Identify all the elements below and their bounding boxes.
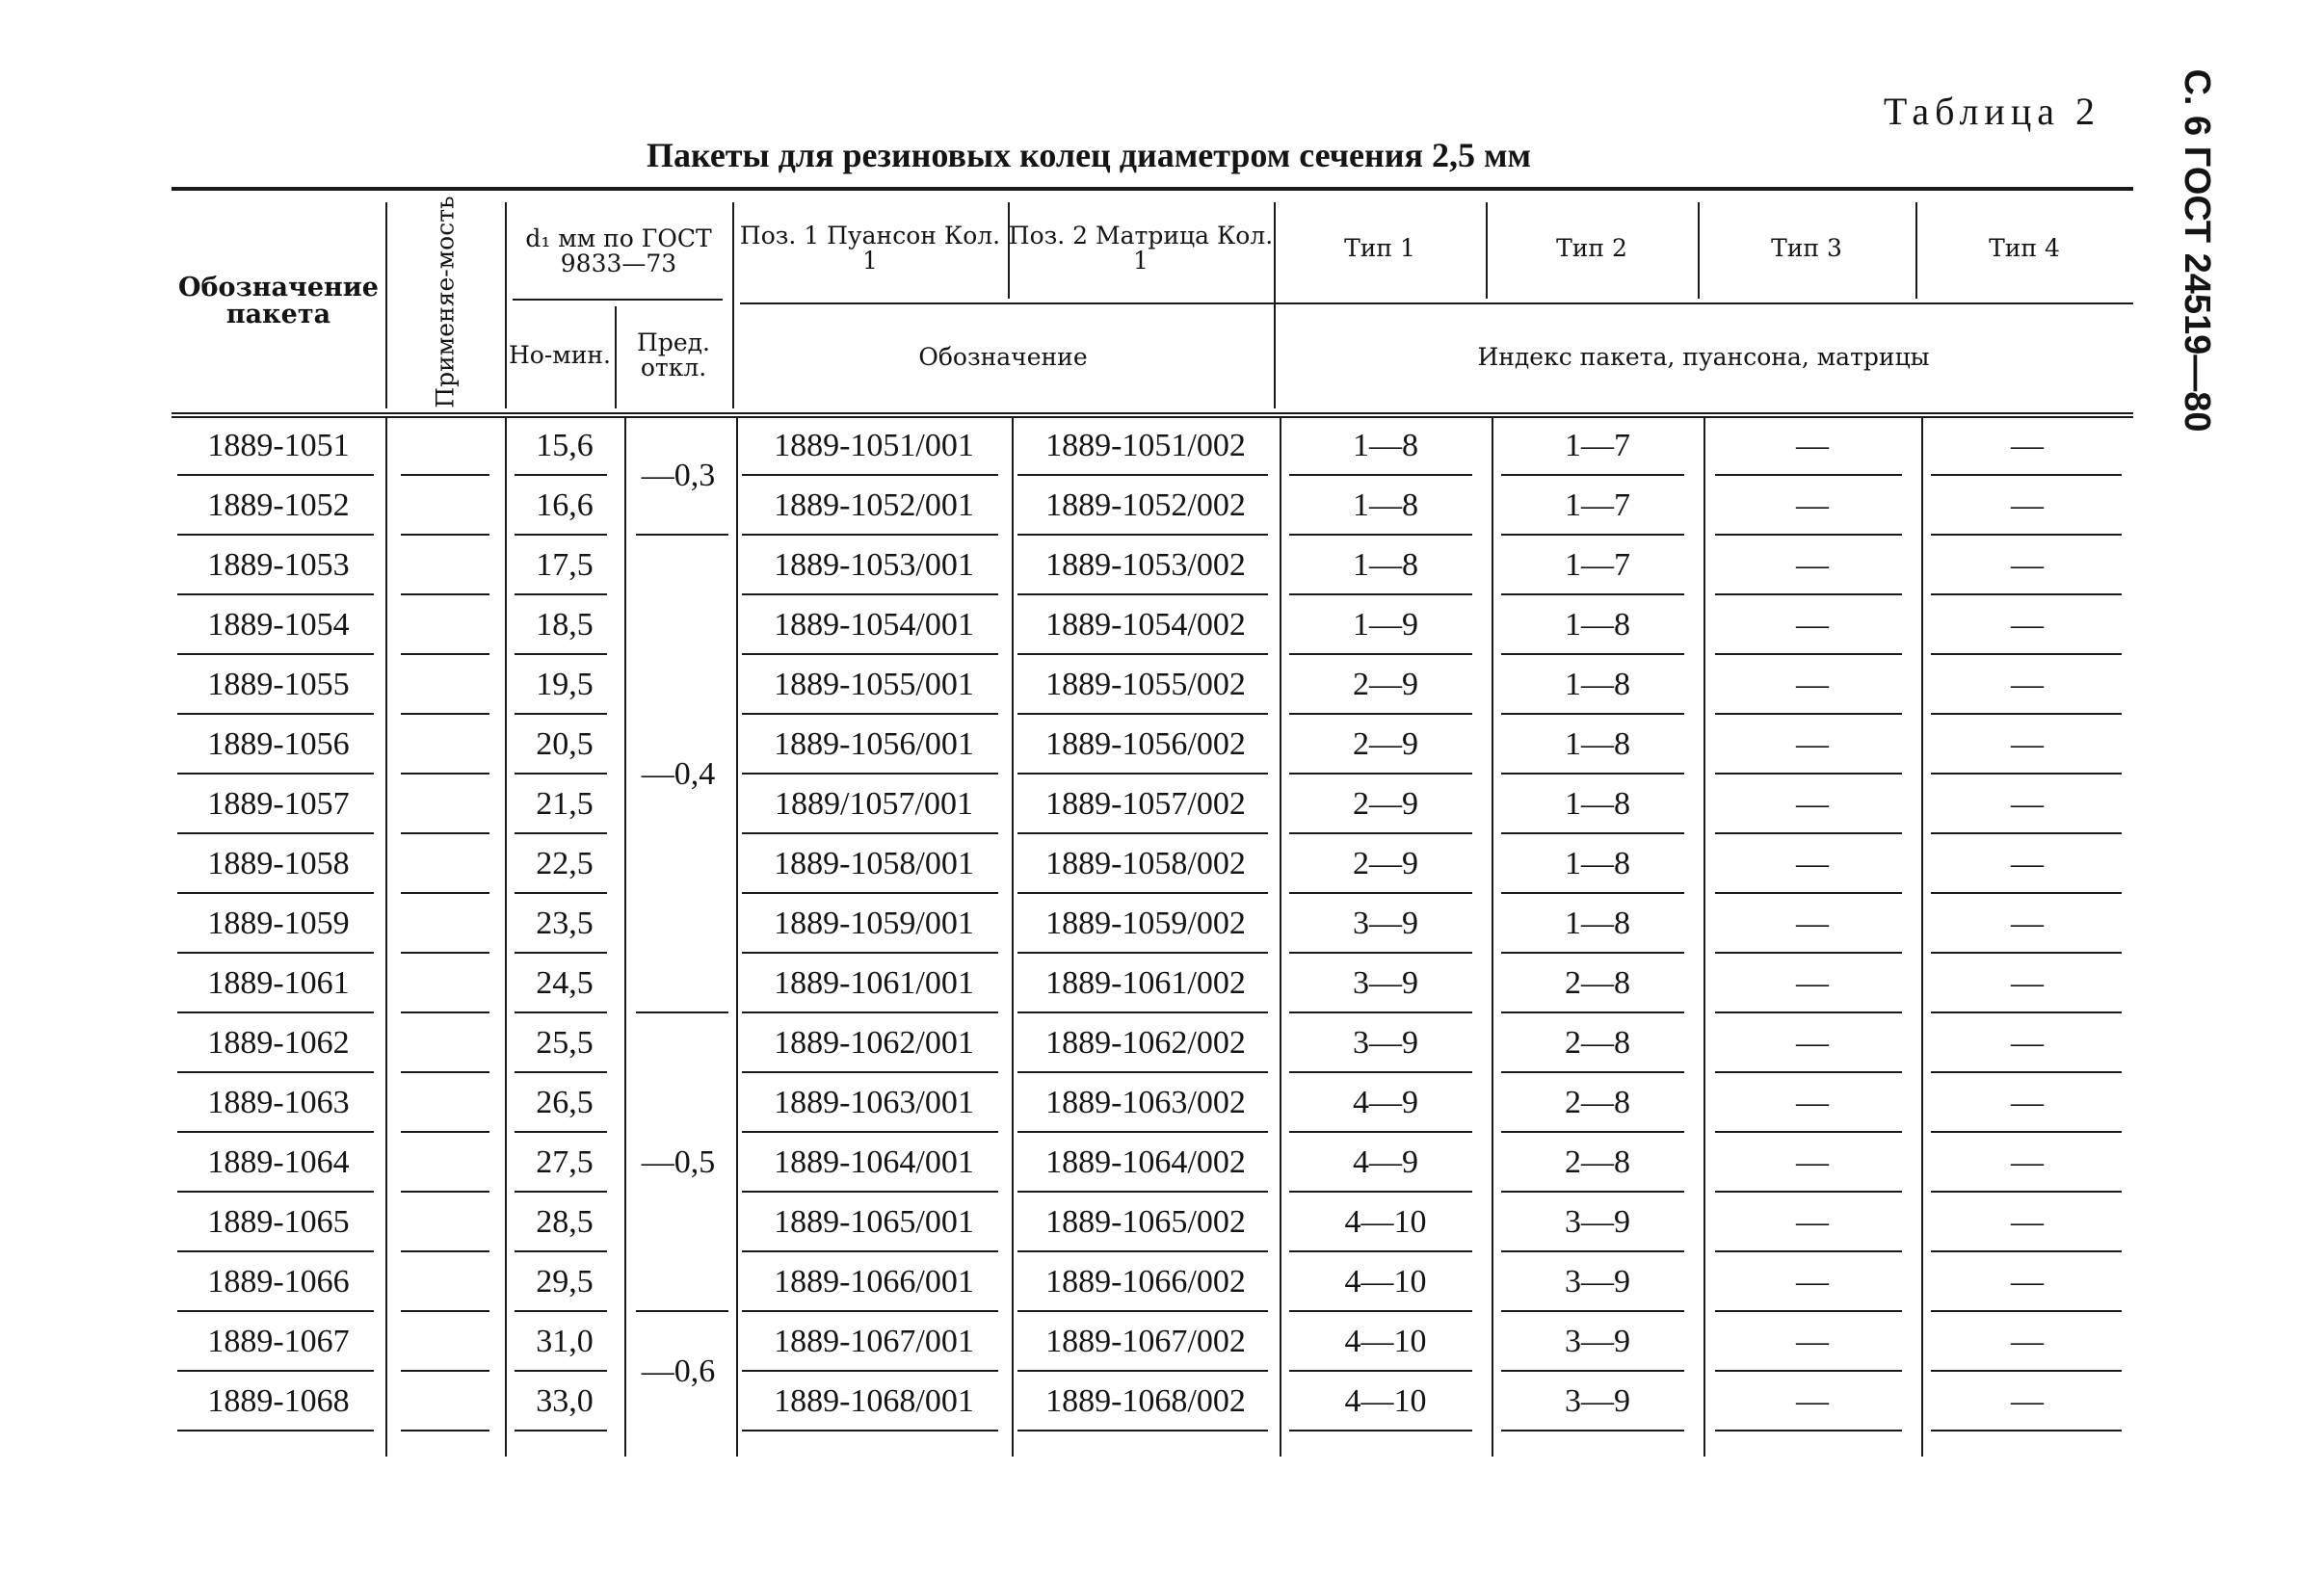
row-underline (742, 1430, 998, 1432)
cell-app (385, 954, 505, 1013)
cell-t1: 2—9 (1353, 726, 1418, 762)
cell-die: 1889-1056/002 (1045, 726, 1246, 762)
deviation-group: —0,6 (641, 1353, 716, 1389)
cell-t2: 3—9 (1565, 1204, 1630, 1240)
cell-t1: 2—9 (1353, 846, 1418, 881)
deviation-group: —0,5 (641, 1144, 716, 1180)
cell-t3: — (1796, 965, 1829, 1001)
cell-app (385, 1073, 505, 1133)
cell-app (385, 655, 505, 715)
cell-t2: 1—8 (1565, 786, 1630, 822)
cell-t3: — (1796, 428, 1829, 463)
cell-nom: 22,5 (536, 846, 594, 881)
cell-punch: 1889-1058/001 (774, 846, 974, 881)
table-row (172, 595, 2133, 655)
cell-t1: 2—9 (1353, 786, 1418, 822)
cell-t2: 3—9 (1565, 1383, 1630, 1419)
cell-app (385, 416, 505, 476)
cell-nom: 25,5 (536, 1025, 594, 1061)
cell-app (385, 1252, 505, 1312)
cell-t3: — (1796, 667, 1829, 702)
cell-nom: 31,0 (536, 1324, 594, 1359)
cell-die: 1889-1054/002 (1045, 607, 1246, 643)
cell-code: 1889-1057 (207, 786, 350, 822)
cell-t1: 1—8 (1353, 428, 1418, 463)
row-underline (401, 1430, 489, 1432)
cell-die: 1889-1053/002 (1045, 547, 1246, 583)
cell-nom: 26,5 (536, 1085, 594, 1120)
cell-die: 1889-1059/002 (1045, 906, 1246, 941)
cell-t1: 1—8 (1353, 547, 1418, 583)
cell-t2: 2—8 (1565, 965, 1630, 1001)
cell-nom: 28,5 (536, 1204, 594, 1240)
cell-t1: 4—10 (1344, 1264, 1427, 1300)
cell-die: 1889-1063/002 (1045, 1085, 1246, 1120)
cell-app (385, 834, 505, 894)
cell-app (385, 536, 505, 595)
col-index-sub: Индекс пакета, пуансона, матрицы (1477, 342, 1930, 371)
cell-nom: 24,5 (536, 965, 594, 1001)
col-type4: Тип 4 (1989, 233, 2060, 262)
cell-punch: 1889-1064/001 (774, 1144, 974, 1180)
cell-t2: 1—8 (1565, 667, 1630, 702)
cell-die: 1889-1065/002 (1045, 1204, 1246, 1240)
cell-code: 1889-1052 (207, 487, 350, 523)
cell-die: 1889-1058/002 (1045, 846, 1246, 881)
cell-punch: 1889-1055/001 (774, 667, 974, 702)
cell-t4: — (2011, 846, 2044, 881)
cell-t3: — (1796, 487, 1829, 523)
col-pos2: Поз. 2 Матрица Кол. 1 (1008, 221, 1274, 275)
cell-t3: — (1796, 1025, 1829, 1061)
cell-t2: 1—8 (1565, 846, 1630, 881)
table-row (172, 1372, 2133, 1432)
cell-t4: — (2011, 428, 2044, 463)
table-row (172, 1133, 2133, 1193)
cell-punch: 1889-1067/001 (774, 1324, 974, 1359)
cell-code: 1889-1051 (207, 428, 350, 463)
cell-t1: 3—9 (1353, 965, 1418, 1001)
cell-t4: — (2011, 607, 2044, 643)
cell-t3: — (1796, 547, 1829, 583)
cell-die: 1889-1052/002 (1045, 487, 1246, 523)
cell-punch: 1889-1051/001 (774, 428, 974, 463)
cell-t3: — (1796, 607, 1829, 643)
cell-t4: — (2011, 1204, 2044, 1240)
cell-code: 1889-1061 (207, 965, 350, 1001)
cell-nom: 16,6 (536, 487, 594, 523)
table-row (172, 954, 2133, 1013)
cell-code: 1889-1059 (207, 906, 350, 941)
cell-nom: 27,5 (536, 1144, 594, 1180)
cell-t4: — (2011, 786, 2044, 822)
col-deviation: Пред. откл. (637, 328, 710, 381)
deviation-group: —0,3 (641, 458, 716, 493)
cell-die: 1889-1066/002 (1045, 1264, 1246, 1300)
table-row (172, 476, 2133, 536)
cell-punch: 1889-1056/001 (774, 726, 974, 762)
cell-code: 1889-1063 (207, 1085, 350, 1120)
cell-t1: 4—9 (1353, 1144, 1418, 1180)
deviation-group: —0,4 (641, 756, 716, 792)
row-underline (1017, 1430, 1268, 1432)
cell-punch: 1889-1052/001 (774, 487, 974, 523)
cell-t4: — (2011, 965, 2044, 1001)
cell-app (385, 1372, 505, 1432)
cell-t4: — (2011, 1085, 2044, 1120)
row-underline (1715, 1430, 1902, 1432)
cell-t2: 2—8 (1565, 1144, 1630, 1180)
cell-punch: 1889-1061/001 (774, 965, 974, 1001)
cell-t1: 2—9 (1353, 667, 1418, 702)
cell-t2: 3—9 (1565, 1324, 1630, 1359)
cell-nom: 21,5 (536, 786, 594, 822)
cell-die: 1889-1068/002 (1045, 1383, 1246, 1419)
col-type1: Тип 1 (1344, 233, 1415, 262)
col-designation: Обозначение пакета (178, 272, 379, 329)
cell-punch: 1889-1063/001 (774, 1085, 974, 1120)
header-subline (513, 299, 723, 301)
cell-punch: 1889-1065/001 (774, 1204, 974, 1240)
cell-t4: — (2011, 487, 2044, 523)
col-type2: Тип 2 (1556, 233, 1627, 262)
cell-t2: 1—8 (1565, 607, 1630, 643)
cell-punch: 1889-1062/001 (774, 1025, 974, 1061)
cell-t1: 4—10 (1344, 1204, 1427, 1240)
cell-nom: 18,5 (536, 607, 594, 643)
cell-t1: 4—10 (1344, 1383, 1427, 1419)
cell-t1: 1—8 (1353, 487, 1418, 523)
cell-t2: 1—8 (1565, 906, 1630, 941)
cell-t3: — (1796, 1383, 1829, 1419)
cell-t3: — (1796, 726, 1829, 762)
header-subline (740, 302, 2133, 304)
cell-die: 1889-1061/002 (1045, 965, 1246, 1001)
row-underline (515, 1430, 607, 1432)
cell-t4: — (2011, 1383, 2044, 1419)
cell-t1: 1—9 (1353, 607, 1418, 643)
row-underline (1931, 1430, 2122, 1432)
cell-nom: 17,5 (536, 547, 594, 583)
cell-nom: 20,5 (536, 726, 594, 762)
table-row (172, 834, 2133, 894)
cell-t1: 4—9 (1353, 1085, 1418, 1120)
cell-die: 1889-1051/002 (1045, 428, 1246, 463)
cell-t3: — (1796, 846, 1829, 881)
cell-t3: — (1796, 906, 1829, 941)
cell-app (385, 1193, 505, 1252)
cell-t4: — (2011, 547, 2044, 583)
col-nominal: Но-мин. (508, 340, 612, 369)
table-row (172, 416, 2133, 476)
table-row (172, 536, 2133, 595)
table-row (172, 775, 2133, 834)
cell-die: 1889-1057/002 (1045, 786, 1246, 822)
cell-nom: 29,5 (536, 1264, 594, 1300)
col-designation-sub: Обозначение (918, 342, 1088, 371)
cell-t4: — (2011, 1025, 2044, 1061)
cell-app (385, 715, 505, 775)
cell-app (385, 1013, 505, 1073)
cell-code: 1889-1062 (207, 1025, 350, 1061)
cell-punch: 1889-1054/001 (774, 607, 974, 643)
cell-code: 1889-1064 (207, 1144, 350, 1180)
cell-punch: 1889-1068/001 (774, 1383, 974, 1419)
cell-t1: 3—9 (1353, 1025, 1418, 1061)
cell-t4: — (2011, 667, 2044, 702)
cell-app (385, 775, 505, 834)
table-label: Таблица 2 (1883, 90, 2100, 133)
cell-code: 1889-1053 (207, 547, 350, 583)
cell-t1: 4—10 (1344, 1324, 1427, 1359)
table-row (172, 1073, 2133, 1133)
table-row (172, 894, 2133, 954)
cell-punch: 1889-1066/001 (774, 1264, 974, 1300)
cell-punch: 1889-1059/001 (774, 906, 974, 941)
cell-t4: — (2011, 1324, 2044, 1359)
cell-nom: 33,0 (536, 1383, 594, 1419)
cell-t1: 3—9 (1353, 906, 1418, 941)
col-d1-group: d₁ мм по ГОСТ 9833—73 (525, 223, 712, 277)
cell-die: 1889-1064/002 (1045, 1144, 1246, 1180)
cell-code: 1889-1068 (207, 1383, 350, 1419)
cell-nom: 19,5 (536, 667, 594, 702)
table-title: Пакеты для резиновых колец диаметром сечения 2,5 мм (646, 136, 1532, 174)
cell-die: 1889-1062/002 (1045, 1025, 1246, 1061)
cell-t3: — (1796, 1085, 1829, 1120)
cell-t3: — (1796, 1264, 1829, 1300)
col-type3: Тип 3 (1771, 233, 1842, 262)
col-applicability-label: Применяе-мость (431, 195, 460, 408)
cell-code: 1889-1065 (207, 1204, 350, 1240)
cell-t2: 1—8 (1565, 726, 1630, 762)
row-underline (177, 1430, 374, 1432)
cell-t2: 2—8 (1565, 1085, 1630, 1120)
cell-app (385, 1133, 505, 1193)
cell-t4: — (2011, 1264, 2044, 1300)
standard-code: С. 6 ГОСТ 24519—80 (2177, 68, 2217, 433)
table-row (172, 1193, 2133, 1252)
cell-code: 1889-1066 (207, 1264, 350, 1300)
table-body (172, 416, 2133, 1457)
cell-t2: 1—7 (1565, 487, 1630, 523)
table-row (172, 1252, 2133, 1312)
cell-code: 1889-1067 (207, 1324, 350, 1359)
cell-t2: 3—9 (1565, 1264, 1630, 1300)
cell-code: 1889-1055 (207, 667, 350, 702)
cell-nom: 15,6 (536, 428, 594, 463)
cell-code: 1889-1056 (207, 726, 350, 762)
table-header (172, 187, 2133, 418)
cell-t3: — (1796, 786, 1829, 822)
cell-t2: 1—7 (1565, 428, 1630, 463)
table-row (172, 1013, 2133, 1073)
cell-code: 1889-1058 (207, 846, 350, 881)
cell-app (385, 476, 505, 536)
cell-t3: — (1796, 1144, 1829, 1180)
cell-die: 1889-1067/002 (1045, 1324, 1246, 1359)
col-applicability (385, 191, 505, 412)
cell-t3: — (1796, 1324, 1829, 1359)
row-underline (1501, 1430, 1684, 1432)
cell-punch: 1889-1053/001 (774, 547, 974, 583)
col-pos1: Поз. 1 Пуансон Кол. 1 (739, 221, 1001, 275)
cell-punch: 1889/1057/001 (775, 786, 973, 822)
table-row (172, 715, 2133, 775)
cell-app (385, 1312, 505, 1372)
cell-app (385, 894, 505, 954)
cell-t4: — (2011, 726, 2044, 762)
cell-die: 1889-1055/002 (1045, 667, 1246, 702)
cell-t2: 2—8 (1565, 1025, 1630, 1061)
cell-t4: — (2011, 1144, 2044, 1180)
cell-code: 1889-1054 (207, 607, 350, 643)
cell-app (385, 595, 505, 655)
cell-nom: 23,5 (536, 906, 594, 941)
table-row (172, 1312, 2133, 1372)
cell-t3: — (1796, 1204, 1829, 1240)
table-row (172, 655, 2133, 715)
row-underline (1289, 1430, 1472, 1432)
cell-t2: 1—7 (1565, 547, 1630, 583)
cell-t4: — (2011, 906, 2044, 941)
